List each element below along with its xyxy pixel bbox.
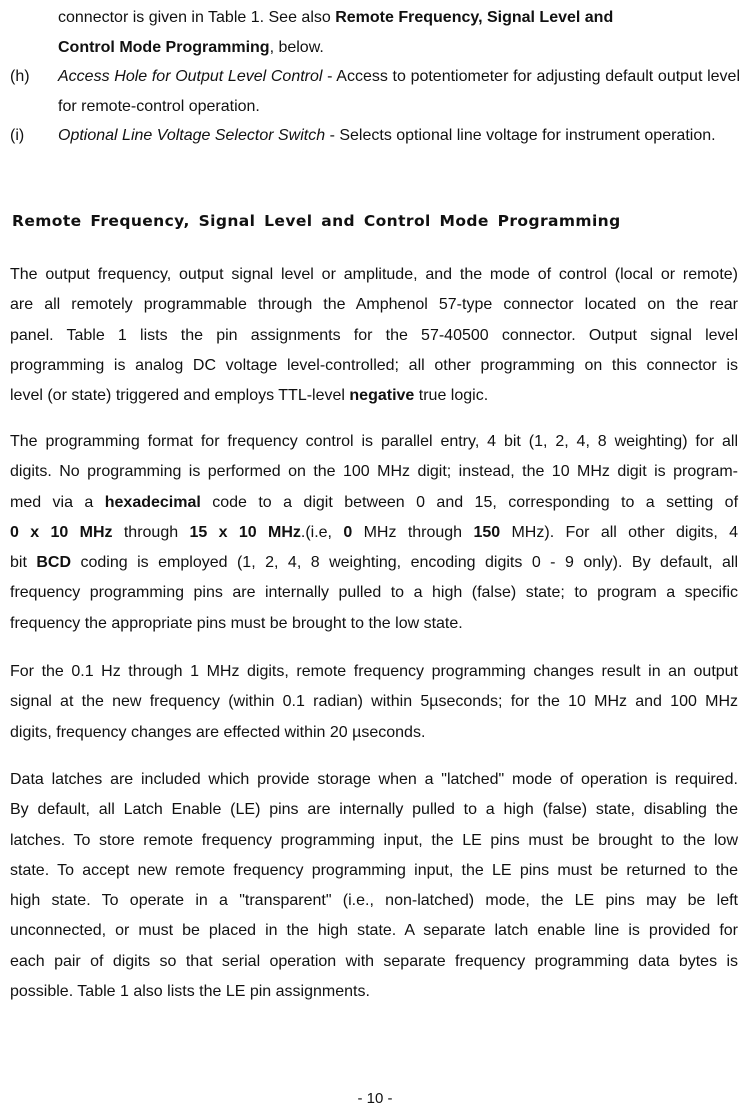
text-run: level (or state) triggered and employs TTL-level [10, 387, 350, 405]
bold-term-bcd: BCD [36, 554, 72, 572]
list-continuation-block [10, 3, 740, 151]
text-run: med via a [10, 493, 105, 511]
paragraph-line: programming is analog DC voltage level-controlled; all other programming on this connector is [10, 356, 738, 374]
paragraph-line: frequency programming pins are internally pulled to a high (false) state; to program a specific [10, 584, 738, 602]
text-run: bit [10, 554, 37, 572]
paragraph-line: latches. To store remote frequency programming input, the LE pins must be brought to the low [10, 831, 738, 849]
paragraph-line [10, 488, 738, 518]
list-item-marker: (i) [10, 127, 25, 144]
paragraph-line: possible. Table 1 also lists the LE pin assignments. [10, 983, 370, 1001]
list-item-body [58, 62, 740, 121]
continued-item-text [58, 3, 740, 62]
paragraph-line: are all remotely programmable through the Amphenol 57-type connector located on the rear [10, 296, 738, 314]
bold-value: 150 [473, 523, 501, 541]
paragraph-line: signal at the new frequency (within 0.1 radian) within 5µseconds; for the 10 MHz and 100 MHz [10, 693, 738, 711]
paragraph-line: The programming format for frequency control is parallel entry, 4 bit (1, 2, 4, 8 weighting) for all [10, 433, 738, 450]
paragraph-line: The output frequency, output signal level or amplitude, and the mode of control (local or remote) [10, 266, 738, 283]
paragraph-line: digits, frequency changes are effected within 20 µseconds. [10, 723, 426, 741]
continued-text: connector is given in Table 1. See also [58, 9, 336, 26]
paragraph-line [10, 381, 738, 411]
paragraph-line: By default, all Latch Enable (LE) pins are internally pulled to a high (false) state, disabling the [10, 801, 738, 819]
paragraph-line: frequency the appropriate pins must be brought to the low state. [10, 614, 463, 632]
text-run: MHz through [352, 523, 474, 541]
section-heading: Remote Frequency, Signal Level and Control Mode Programming [12, 212, 621, 230]
paragraph-line: digits. No programming is performed on the 100 MHz digit; instead, the 10 MHz digit is program- [10, 463, 738, 481]
paragraph-line [10, 548, 738, 578]
list-item-h [10, 62, 740, 121]
paragraph-line [10, 518, 738, 548]
paragraph-2 [10, 427, 738, 639]
text-run: coding is employed (1, 2, 4, 8 weighting, encoding digits 0 - 9 only). By default, all [71, 554, 739, 572]
paragraph-line: unconnected, or must be placed in the high state. A separate latch enable line is provided for [10, 922, 738, 940]
bold-value: 15 x 10 MHz [189, 523, 301, 541]
list-item-i [10, 121, 740, 151]
paragraph-3 [10, 657, 738, 748]
bold-term-negative: negative [349, 387, 415, 405]
list-item-description: - Selects optional line voltage for instrument operation. [325, 127, 716, 144]
bold-value: 0 x 10 MHz [10, 523, 113, 541]
paragraph-line: state. To accept new remote frequency programming input, the LE pins must be returned to the [10, 861, 738, 879]
paragraph-line: panel. Table 1 lists the pin assignments for the 57-40500 connector. Output signal level [10, 326, 738, 344]
list-item-body [58, 121, 740, 151]
text-run: MHz). For all other digits, 4 [500, 523, 739, 541]
text-run: .(i.e, [300, 523, 344, 541]
paragraph-line: high state. To operate in a "transparent" (i.e., non-latched) mode, the LE pins may be left [10, 892, 738, 910]
bold-term-hexadecimal: hexadecimal [104, 493, 201, 511]
paragraph-line: Data latches are included which provide storage when a "latched" mode of operation is required. [10, 771, 738, 788]
text-run: through [112, 523, 190, 541]
list-item-term: Access Hole for Output Level Control [58, 68, 323, 85]
bold-value: 0 [343, 523, 353, 541]
paragraph-1 [10, 260, 738, 411]
list-item-description: - Access to potentiometer for adjusting default output level for remote-control operation. [58, 68, 740, 115]
cross-reference-bold: Remote Frequency, Signal Level and [335, 9, 614, 26]
list-item-term: Optional Line Voltage Selector Switch [58, 127, 326, 144]
paragraph-line: For the 0.1 Hz through 1 MHz digits, remote frequency programming changes result in an output [10, 663, 738, 680]
text-run: true logic. [414, 387, 489, 405]
list-item-marker: (h) [10, 68, 30, 85]
paragraph-4 [10, 765, 738, 1007]
paragraph-line: each pair of digits so that serial operation with separate frequency programming data bytes is [10, 952, 738, 970]
cross-reference-bold-cont: Control Mode Programming [58, 38, 270, 56]
text-run: code to a digit between 0 and 15, corresponding to a setting of [200, 493, 739, 511]
continued-text-end: , below. [269, 38, 324, 56]
page-number: - 10 - [357, 1090, 393, 1107]
